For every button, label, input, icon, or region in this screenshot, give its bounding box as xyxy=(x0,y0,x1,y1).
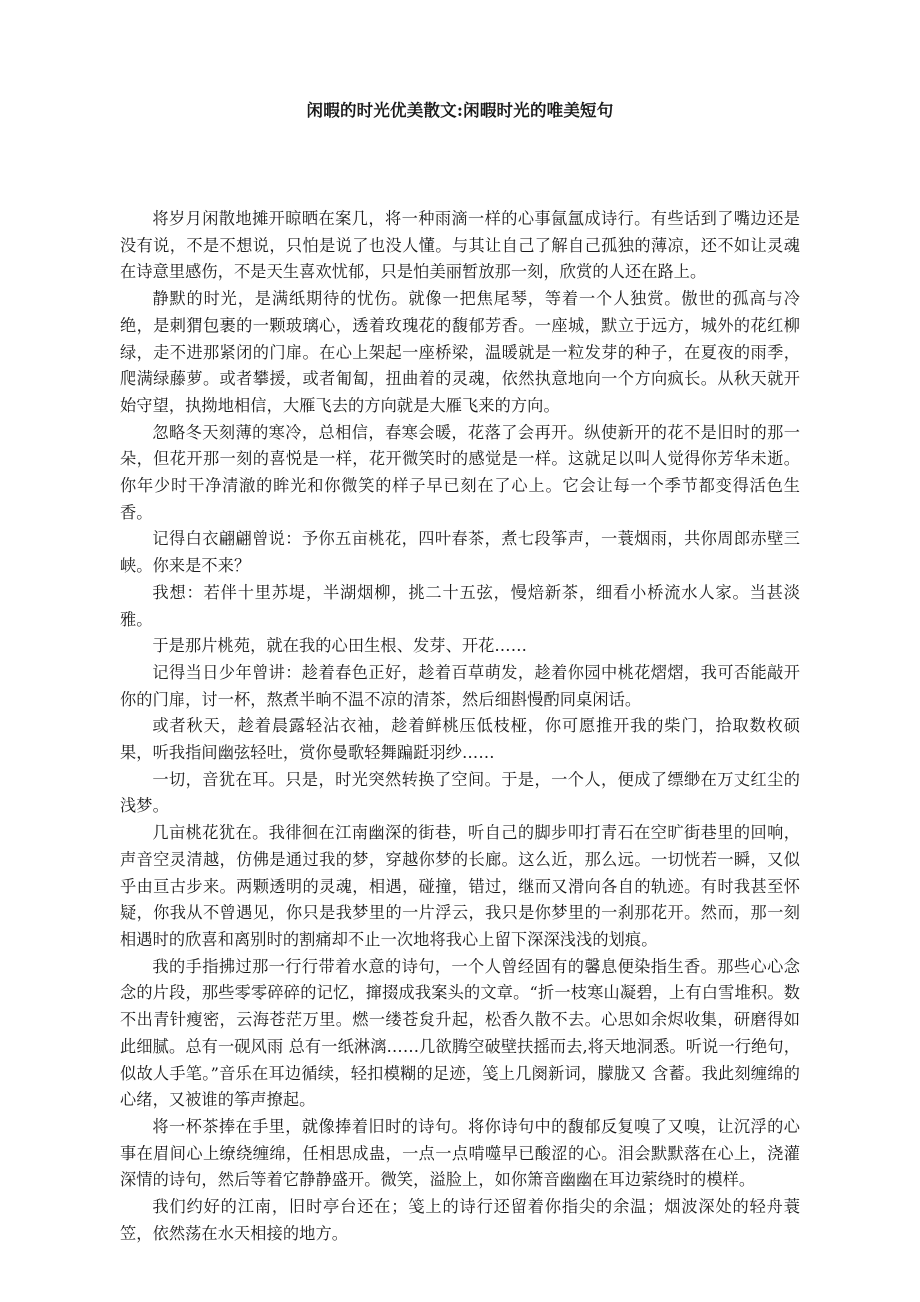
paragraph: 我们约好的江南，旧时亭台还在；笺上的诗行还留着你指尖的余温；烟波深处的轻舟蓑笠，依然荡在水天相接的地方。 xyxy=(120,1197,800,1243)
paragraph: 记得白衣翩翩曾说：予你五亩桃花，四叶春茶，煮七段筝声，一蓑烟雨，共你周郎赤壁三峡。你来是不来？ xyxy=(120,529,800,576)
paragraph: 我的手指拂过那一行行带着水意的诗句，一个人曾经固有的馨息便染指生香。那些心心念念的片段，那些零零碎碎的记忆，撺掇成我案头的文章。“折一枝寒山凝碧，上有白雪堆积。数不出青针瘦密，云海苍茫万里。燃一缕苍炱升起，松香久散不去。心思如余烬收集，研磨得如此细腻。总有一砚风雨 总有一纸淋漓……几欲腾空破壁扶摇而去,将天地洞悉。听说一行绝句，似故人手笔。”音乐在耳边循续，轻扣模糊的足迹，笺上几阕新词，朦胧又 含蓄。我此刻缠绵的心绪，又被谁的筝声撩起。 xyxy=(120,956,800,1110)
page-title: 闲暇的时光优美散文:闲暇时光的唯美短句 xyxy=(306,101,614,120)
paragraph: 我想：若伴十里苏堤，半湖烟柳，挑二十五弦，慢焙新茶，细看小桥流水人家。当甚淡雅。 xyxy=(120,582,800,629)
paragraph: 记得当日少年曾讲：趁着春色正好，趁着百草萌发，趁着你园中桃花熠熠，我可否能敲开你的门扉，讨一杯，熬煮半晌不温不凉的清茶，然后细斟慢酌同桌闲话。 xyxy=(120,662,800,709)
paragraph: 将一杯茶捧在手里，就像捧着旧时的诗句。将你诗句中的馥郁反复嗅了又嗅，让沉浮的心事在眉间心上缭绕缠绵，任相思成蛊，一点一点啃噬早已酸涩的心。泪会默默落在心上，浇灌深情的诗句，然后等着它静静盛开。微笑，溢脸上，如你箫音幽幽在耳边萦绕时的模样。 xyxy=(120,1116,800,1190)
paragraph: 一切，音犹在耳。只是，时光突然转换了空间。于是，一个人，便成了缥缈在万丈红尘的浅梦。 xyxy=(120,769,800,816)
document-body xyxy=(120,206,800,1247)
paragraph: 静默的时光，是满纸期待的忧伤。就像一把焦尾琴，等着一个人独赏。傲世的孤高与冷绝，是刺猬包裹的一颗玻璃心，透着玫瑰花的馥郁芳香。一座城，默立于远方，城外的花红柳绿，走不进那紧闭的门扉。在心上架起一座桥梁，温暖就是一粒发芽的种子，在夏夜的雨季，爬满绿藤萝。或者攀援，或者匍匐，扭曲着的灵魂，依然执意地向一个方向疯长。从秋天就开始守望，执拗地相信，大雁飞去的方向就是大雁飞来的方向。 xyxy=(120,289,800,415)
paragraph: 或者秋天，趁着晨露轻沾衣袖，趁着鲜桃压低枝桠，你可愿推开我的柴门，拾取数枚硕果，听我指间幽弦轻吐，赏你曼歌轻舞蹁跹羽纱…… xyxy=(120,716,800,763)
paragraph: 于是那片桃苑，就在我的心田生根、发芽、开花…… xyxy=(152,636,528,656)
paragraph: 将岁月闲散地摊开晾晒在案几，将一种雨滴一样的心事氤氲成诗行。有些话到了嘴边还是没有说，不是不想说，只怕是说了也没人懂。与其让自己了解自己孤独的薄凉，还不如让灵魂在诗意里感伤，不是天生喜欢忧郁，只是怕美丽暂放那一刻，欣赏的人还在路上。 xyxy=(120,209,800,282)
paragraph: 忽略冬天刻薄的寒冷，总相信，春寒会暖，花落了会再开。纵使新开的花不是旧时的那一朵，但花开那一刻的喜悦是一样，花开微笑时的感觉是一样。这就足以叫人觉得你芳华未逝。你年少时干净清澈的眸光和你微笑的样子早已刻在了心上。它会让每一个季节都变得活色生香。 xyxy=(120,422,800,522)
paragraph: 几亩桃花犹在。我徘徊在江南幽深的街巷，听自己的脚步叩打青石在空旷街巷里的回响，声音空灵清越，仿佛是通过我的梦，穿越你梦的长廊。这么近，那么远。一切恍若一瞬，又似乎由亘古步来。两颗透明的灵魂，相遇，碰撞，错过，继而又滑向各自的轨迹。有时我甚至怀疑，你我从不曾遇见，你只是我梦里的一片浮云，我只是你梦里的一刹那花开。然而，那一刻相遇时的欣喜和离别时的割痛却不止一次地将我心上留下深深浅浅的划痕。 xyxy=(120,823,800,949)
